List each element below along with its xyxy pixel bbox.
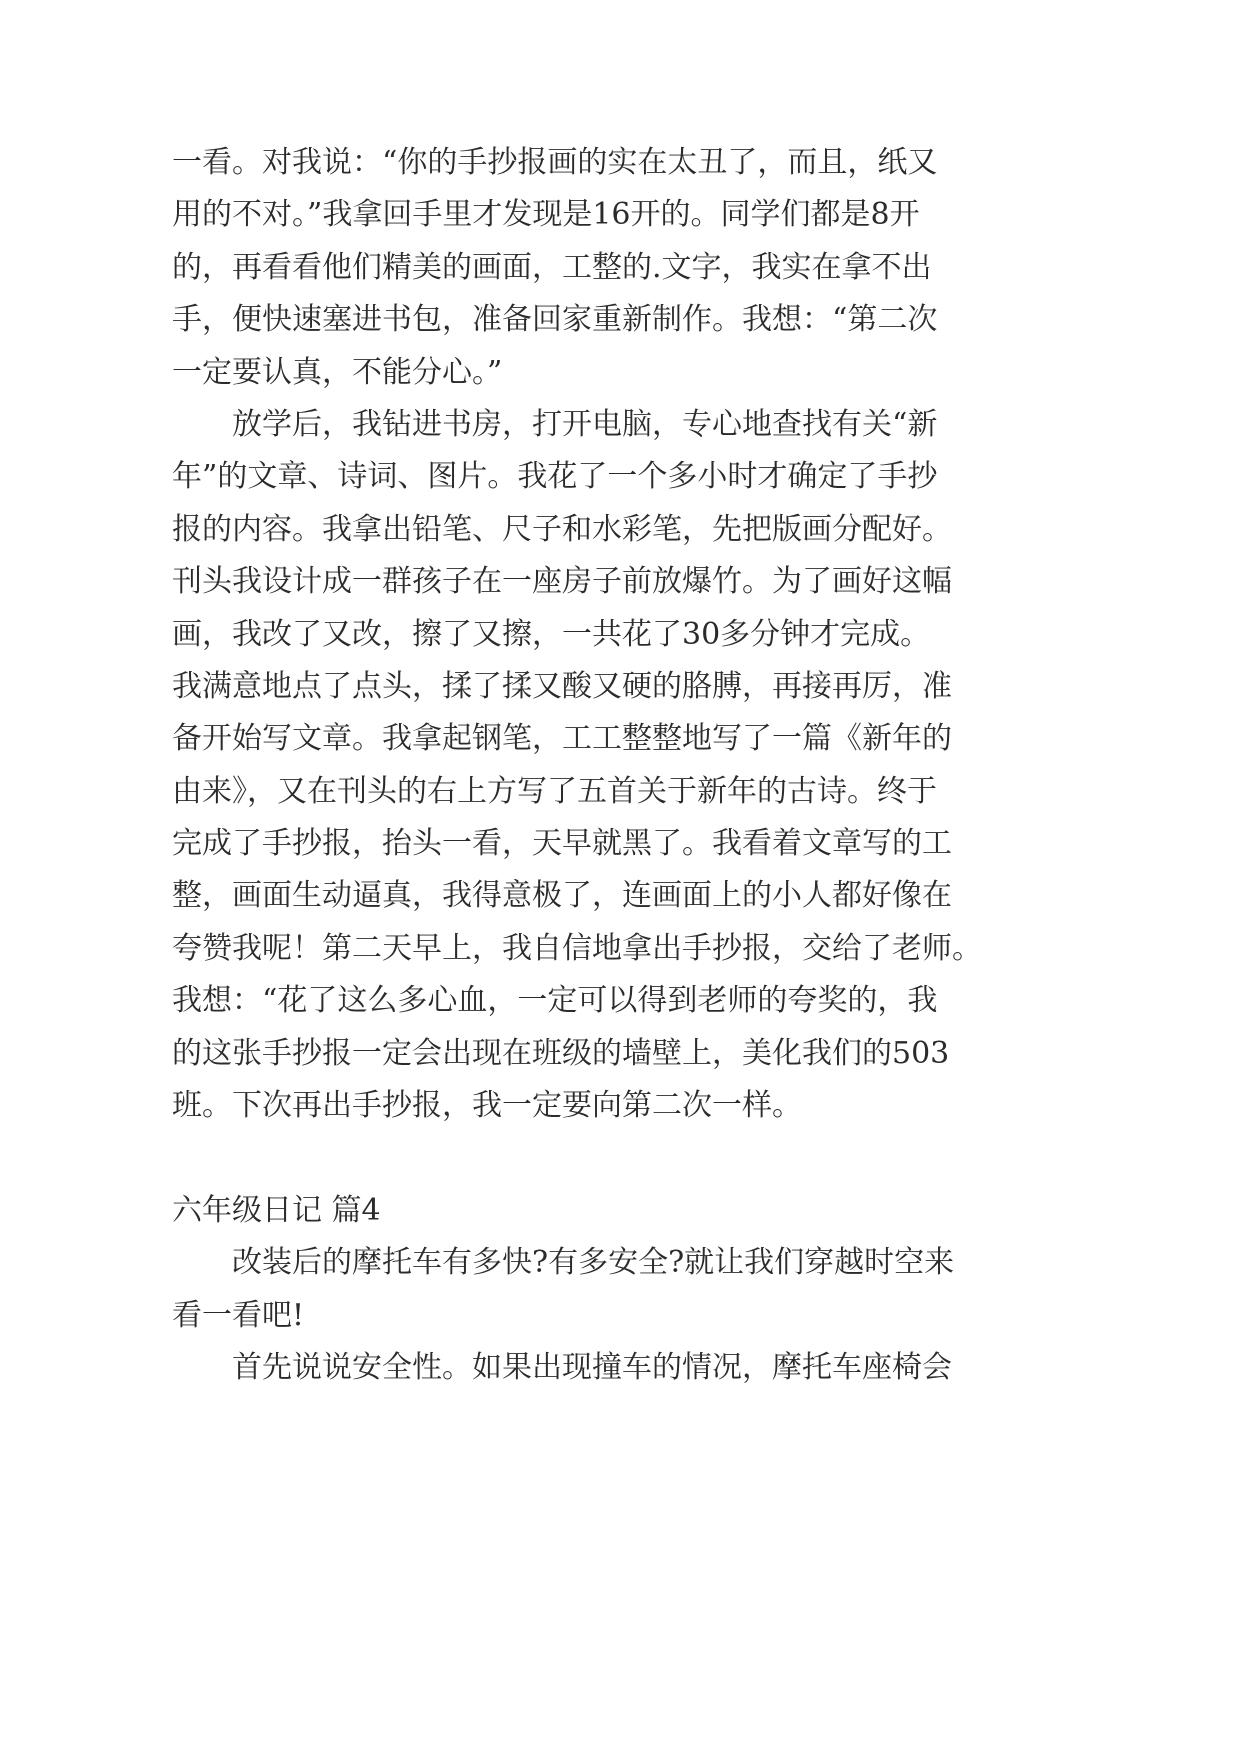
text-line: 我想：“花了这么多心血，一定可以得到老师的夸奖的，我 [172, 983, 938, 1019]
paragraph [172, 399, 982, 1132]
text-line: 刊头我设计成一群孩子在一座房子前放爆竹。为了画好这幅 [172, 564, 952, 600]
text-line: 看一看吧! [172, 1297, 305, 1333]
text-line: 放学后，我钻进书房，打开电脑，专心地查找有关“新 [232, 406, 938, 442]
text-line: 班。下次再出手抄报，我一定要向第二次一样。 [172, 1088, 802, 1124]
text-line: 整，画面生动逼真，我得意极了，连画面上的小人都好像在 [172, 878, 952, 914]
blank-line [172, 1132, 972, 1184]
text-line: 一看。对我说：“你的手抄报画的实在太丑了，而且，纸又 [172, 145, 938, 180]
paragraph [172, 1342, 972, 1394]
text-line: 的这张手抄报一定会出现在班级的墙壁上，美化我们的503 [172, 1035, 950, 1071]
text-line: 一定要认真，不能分心。” [172, 354, 503, 390]
text-line: 的，再看看他们精美的画面，工整的.文字，我实在拿不出 [172, 249, 932, 285]
text-line: 手，便快速塞进书包，准备回家重新制作。我想：“第二次 [172, 302, 938, 338]
text-line: 画，我改了又改，擦了又擦，一共花了30多分钟才完成。 [172, 616, 931, 652]
text-line: 年”的文章、诗词、图片。我花了一个多小时才确定了手抄 [172, 459, 938, 495]
text-line: 由来》，又在刊头的右上方写了五首关于新年的古诗。终于 [172, 773, 937, 809]
text-line: 首先说说安全性。如果出现撞车的情况，摩托车座椅会 [232, 1349, 952, 1385]
text-line: 备开始写文章。我拿起钢笔，工工整整地写了一篇《新年的 [172, 721, 952, 757]
text-line: 用的不对。”我拿回手里才发现是16开的。同学们都是8开 [172, 197, 920, 233]
section-heading: 六年级日记 篇4 [172, 1192, 381, 1228]
text-line: 报的内容。我拿出铅笔、尺子和水彩笔，先把版画分配好。 [172, 511, 952, 547]
text-line: 我满意地点了点头，揉了揉又酸又硬的胳膊，再接再厉，准 [172, 668, 952, 704]
text-line: 改装后的摩托车有多快?有多安全?就让我们穿越时空来 [232, 1245, 955, 1281]
document-body [172, 137, 982, 1394]
paragraph [172, 137, 972, 399]
paragraph [172, 1237, 972, 1342]
text-line: 完成了手抄报，抬头一看，天早就黑了。我看着文章写的工 [172, 826, 952, 862]
text-line: 夸赞我呢！第二天早上，我自信地拿出手抄报，交给了老师。 [172, 930, 982, 966]
